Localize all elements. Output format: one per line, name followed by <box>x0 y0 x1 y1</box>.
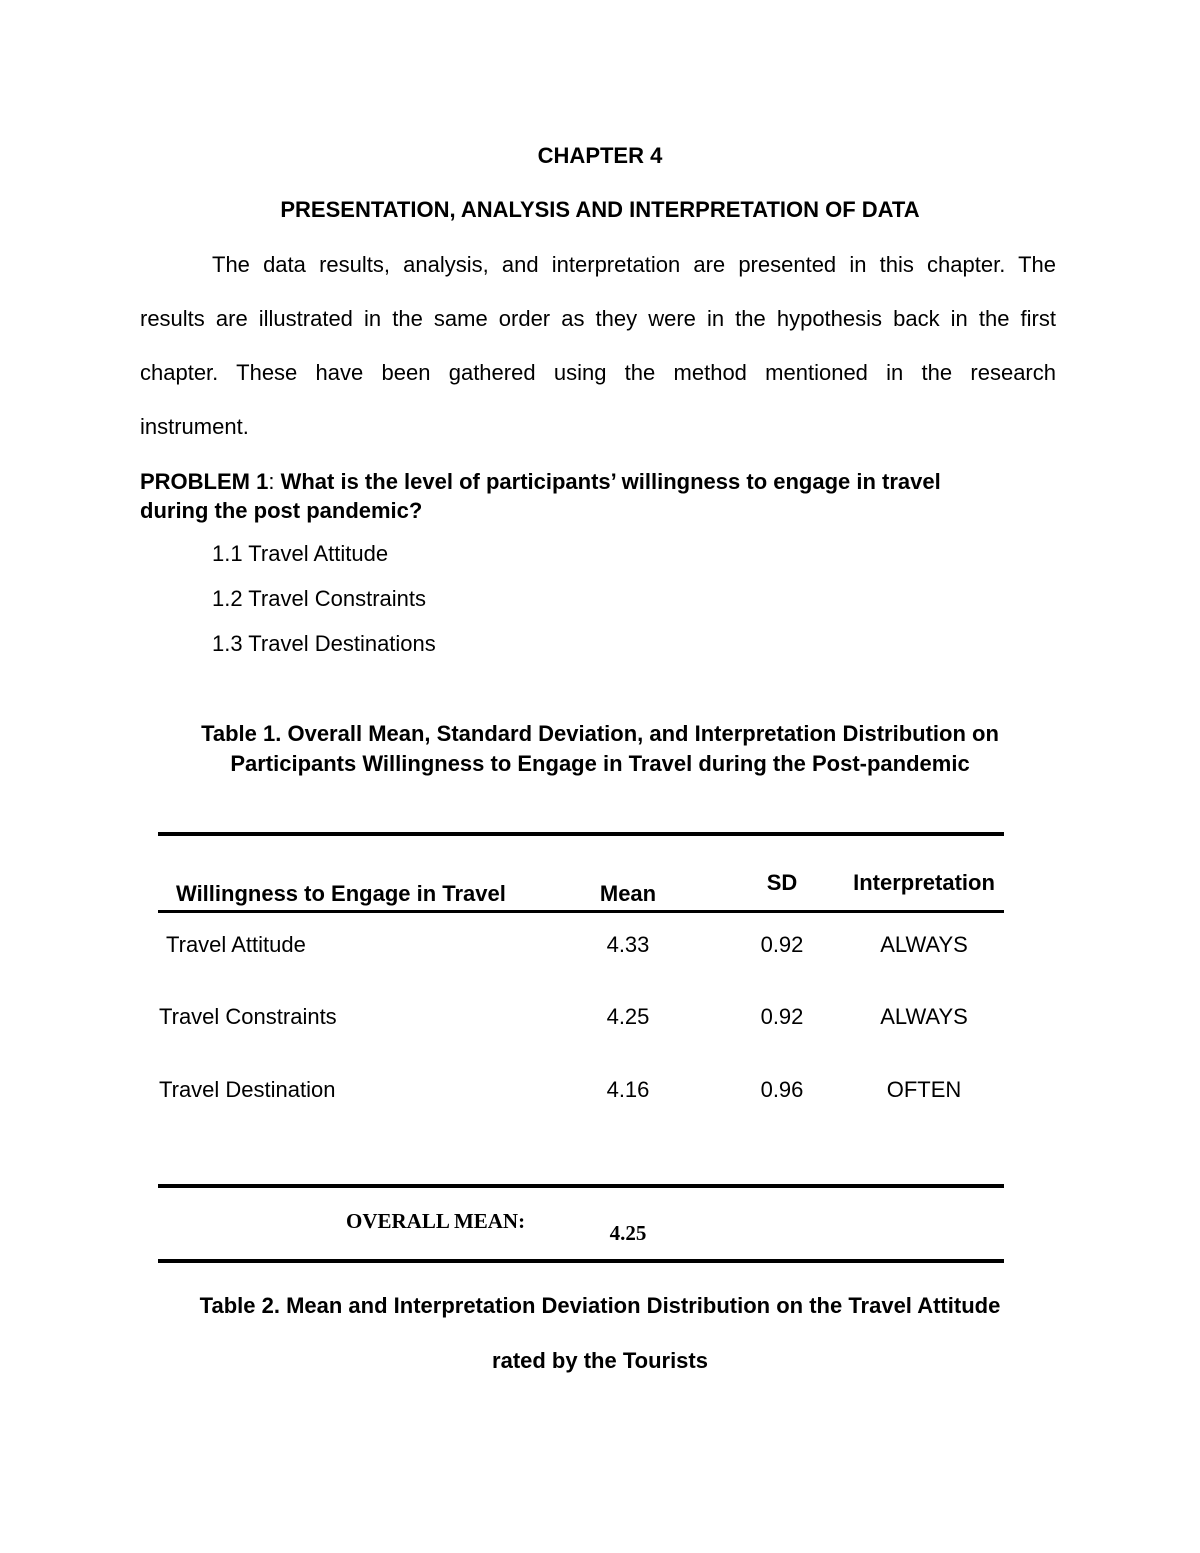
table1-caption <box>100 719 1100 779</box>
problem-question-line-2: during the post pandemic? <box>140 498 423 523</box>
row-interpretation: ALWAYS <box>880 1004 968 1029</box>
table1-header-interpretation: Interpretation <box>853 870 995 895</box>
table1-overall-rule <box>158 1184 1004 1188</box>
problem-question-line-1: What is the level of participants’ willingness to engage in travel <box>280 469 941 494</box>
overall-mean-value: 4.25 <box>609 1221 647 1245</box>
row-sd: 0.96 <box>760 1077 804 1102</box>
chapter-title: CHAPTER 4 <box>537 143 663 168</box>
problem-label: PROBLEM 1 <box>140 469 269 494</box>
table1-caption-line-2: Participants Willingness to Engage in Travel during the Post-pandemic <box>230 751 970 776</box>
intro-line-1: The data results, analysis, and interpretation are presented in this chapter. The <box>212 252 1056 277</box>
table2-caption-line-1: Table 2. Mean and Interpretation Deviation Distribution on the Travel Attitude <box>199 1293 1001 1318</box>
row-variable: Travel Attitude <box>166 932 306 957</box>
overall-mean-label: OVERALL MEAN: <box>346 1209 526 1233</box>
sub-item-travel-destinations: 1.3 Travel Destinations <box>212 631 436 656</box>
table1-top-rule <box>158 832 1004 836</box>
row-mean: 4.33 <box>606 932 650 957</box>
sub-item-travel-attitude: 1.1 Travel Attitude <box>212 541 389 566</box>
row-mean: 4.16 <box>606 1077 650 1102</box>
row-variable: Travel Constraints <box>159 1004 337 1029</box>
table1-header-variable: Willingness to Engage in Travel <box>176 881 506 906</box>
intro-line-3: chapter. These have been gathered using the method mentioned in the research <box>140 360 1056 385</box>
problem-colon: : <box>268 469 281 494</box>
chapter-subtitle: PRESENTATION, ANALYSIS AND INTERPRETATION OF DATA <box>280 197 920 222</box>
table1-header-sd: SD <box>766 870 798 895</box>
table1-header-rule <box>158 910 1004 913</box>
intro-line-2: results are illustrated in the same order as they were in the hypothesis back in the first <box>140 306 1056 331</box>
table2-caption-line-2: rated by the Tourists <box>492 1348 708 1373</box>
table1-header-mean: Mean <box>599 881 657 906</box>
table1-bottom-rule <box>158 1259 1004 1263</box>
row-interpretation: OFTEN <box>886 1077 962 1102</box>
row-variable: Travel Destination <box>159 1077 336 1102</box>
row-sd: 0.92 <box>760 1004 804 1029</box>
row-interpretation: ALWAYS <box>880 932 968 957</box>
intro-line-4: instrument. <box>140 414 249 439</box>
row-sd: 0.92 <box>760 932 804 957</box>
problem-statement <box>140 467 1040 525</box>
table1-caption-line-1: Table 1. Overall Mean, Standard Deviation, and Interpretation Distribution on <box>201 721 999 746</box>
row-mean: 4.25 <box>606 1004 650 1029</box>
sub-item-travel-constraints: 1.2 Travel Constraints <box>212 586 426 611</box>
